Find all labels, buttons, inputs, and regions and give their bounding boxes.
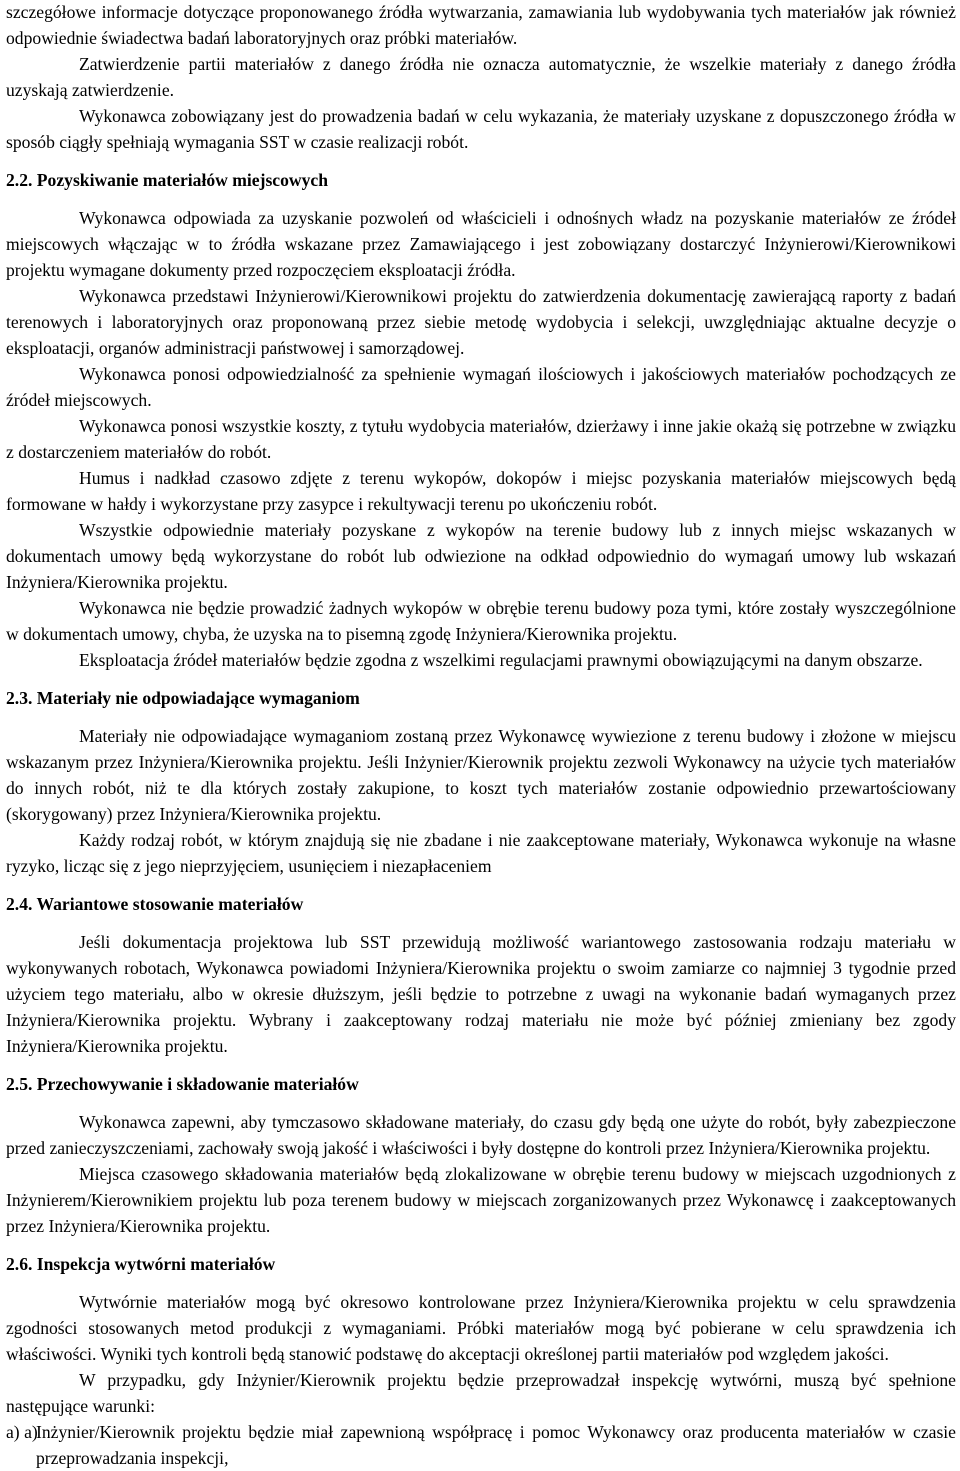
paragraph: Humus i nadkład czasowo zdjęte z terenu wykopów, dokopów i miejsc pozyskania materiałów miejscowych będą formowane w hałdy i wykorzystane przy zasypce i rekultywacji terenu po ukończeniu robót. [6,468,956,514]
list-marker: a) a) [6,1422,38,1442]
paragraph: Eksploatacja źródeł materiałów będzie zgodna z wszelkimi regulacjami prawnymi obowiązującymi na danym obszarze. [79,650,923,670]
paragraph: szczegółowe informacje dotyczące proponowanego źródła wytwarzania, zamawiania lub wydobywania tych materiałów jak również odpowiednie świadectwa badań laboratoryjnych oraz próbki materiałów. [6,2,956,48]
section-heading-2-3: 2.3. Materiały nie odpowiadające wymaganiom [6,688,360,708]
paragraph: Wykonawca przedstawi Inżynierowi/Kierownikowi projektu do zatwierdzenia dokumentację zawierającą raporty z badań terenowych i laboratoryjnych oraz proponowaną przez siebie metodę wydobycia i selekcji, uwzględniając aktualne decyzje o eksploatacji, organów administracji państwowej i samorządowej. [6,286,956,358]
section-heading-2-4: 2.4. Wariantowe stosowanie materiałów [6,894,304,914]
section-heading-2-5: 2.5. Przechowywanie i składowanie materiałów [6,1074,359,1094]
section-heading-2-6: 2.6. Inspekcja wytwórni materiałów [6,1254,276,1274]
paragraph: Wykonawca zapewni, aby tymczasowo składowane materiały, do czasu gdy będą one użyte do robót, były zabezpieczone przed zanieczyszczeniami, zachowały swoją jakość i właściwości i były dostępne do kontroli przez Inżyniera/Kierownika projektu. [6,1112,956,1158]
list-item [6,1419,956,1471]
paragraph: W przypadku, gdy Inżynier/Kierownik projektu będzie przeprowadzał inspekcję wytwórni, muszą być spełnione następujące warunki: [6,1370,956,1416]
paragraph: Wykonawca odpowiada za uzyskanie pozwoleń od właścicieli i odnośnych władz na pozyskanie materiałów ze źródeł miejscowych włączając w to źródła wskazane przez Zamawiającego i jest zobowiązany dostarczyć Inżynierowi/Kierownikowi projektu wymagane dokumenty przed rozpoczęciem eksploatacji źródła. [6,208,956,280]
paragraph: Zatwierdzenie partii materiałów z danego źródła nie oznacza automatycznie, że wszelkie materiały z danego źródła uzyskają zatwierdzenie. [6,54,956,100]
paragraph: Wykonawca ponosi wszystkie koszty, z tytułu wydobycia materiałów, dzierżawy i inne jakie okażą się potrzebne w związku z dostarczeniem materiałów do robót. [6,416,956,462]
paragraph: Wykonawca zobowiązany jest do prowadzenia badań w celu wykazania, że materiały uzyskane z dopuszczonego źródła w sposób ciągły spełniają wymagania SST w czasie realizacji robót. [6,106,956,152]
paragraph: Wykonawca ponosi odpowiedzialność za spełnienie wymagań ilościowych i jakościowych materiałów pochodzących ze źródeł miejscowych. [6,364,956,410]
section-heading-2-2: 2.2. Pozyskiwanie materiałów miejscowych [6,170,329,190]
paragraph: Wykonawca nie będzie prowadzić żadnych wykopów w obrębie terenu budowy poza tymi, które zostały wyszczególnione w dokumentach umowy, chyba, że uzyska na to pisemną zgodę Inżyniera/Kierownika projektu. [6,598,956,644]
paragraph: Jeśli dokumentacja projektowa lub SST przewidują możliwość wariantowego zastosowania rodzaju materiału w wykonywanych robotach, Wykonawca powiadomi Inżyniera/Kierownika projektu o swoim zamiarze co najmniej 3 tygodnie przed użyciem tego materiału, albo w okresie dłuższym, jeśli będzie to potrzebne z uwagi na wykonanie badań wymaganych przez Inżyniera/Kierownika projektu. Wybrany i zaakceptowany rodzaj materiału nie może być później zmieniany bez zgody Inżyniera/Kierownika projektu. [6,932,956,1056]
document-page [6,0,956,1471]
paragraph: Materiały nie odpowiadające wymaganiom zostaną przez Wykonawcę wywiezione z terenu budowy i złożone w miejscu wskazanym przez Inżyniera/Kierownika projektu. Jeśli Inżynier/Kierownik projektu zezwoli Wykonawcy na użycie tych materiałów do innych robót, niż te dla których zostały zakupione, to koszt tych materiałów zostanie odpowiednio przewartościowany (skorygowany) przez Inżyniera/Kierownika projektu. [6,726,956,824]
paragraph: Wszystkie odpowiednie materiały pozyskane z wykopów na terenie budowy lub z innych miejsc wskazanych w dokumentach umowy będą wykorzystane do robót lub odwiezione na odkład odpowiednio do wymagań umowy lub wskazań Inżyniera/Kierownika projektu. [6,520,956,592]
paragraph: Każdy rodzaj robót, w którym znajdują się nie zbadane i nie zaakceptowane materiały, Wykonawca wykonuje na własne ryzyko, licząc się z jego nieprzyjęciem, usunięciem i niezapłaceniem [6,830,956,876]
list-item-text: Inżynier/Kierownik projektu będzie miał zapewnioną współpracę i pomoc Wykonawcy oraz producenta materiałów w czasie przeprowadzania inspekcji, [36,1422,956,1468]
paragraph: Wytwórnie materiałów mogą być okresowo kontrolowane przez Inżyniera/Kierownika projektu w celu sprawdzenia zgodności stosowanych metod produkcji z wymaganiami. Próbki materiałów mogą być pobierane w celu sprawdzenia ich właściwości. Wyniki tych kontroli będą stanowić podstawę do akceptacji określonej partii materiałów pod względem jakości. [6,1292,956,1364]
paragraph: Miejsca czasowego składowania materiałów będą zlokalizowane w obrębie terenu budowy w miejscach uzgodnionych z Inżynierem/Kierownikiem projektu lub poza terenem budowy w miejscach zorganizowanych przez Wykonawcę i zaakceptowanych przez Inżyniera/Kierownika projektu. [6,1164,956,1236]
